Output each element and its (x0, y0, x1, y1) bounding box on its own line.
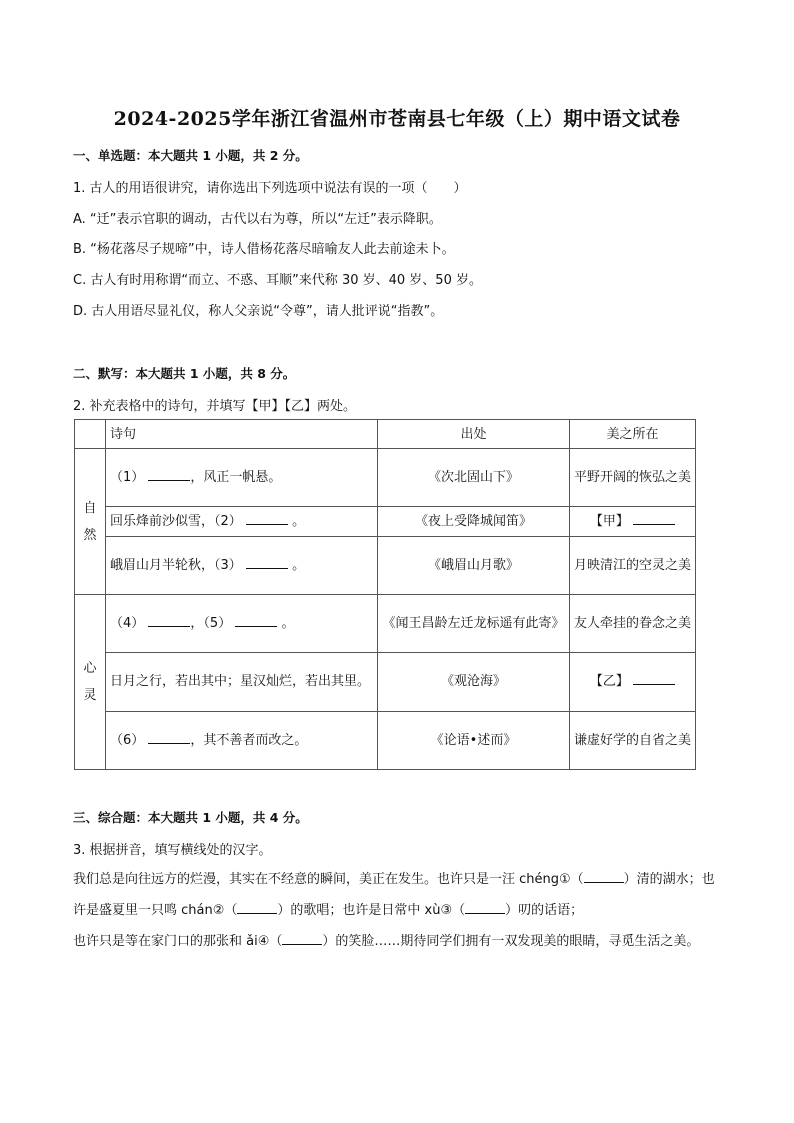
poem-line-text: ，其不善者而改之。 (190, 732, 308, 748)
blank-jia-label: 【甲】 (589, 514, 629, 530)
blank-pinyin-3[interactable] (465, 913, 505, 914)
table-row (75, 507, 696, 536)
poem-table (74, 419, 696, 770)
header-poem-line: 诗句 (106, 420, 378, 449)
blank-pinyin-1[interactable] (584, 882, 624, 883)
passage-text: 我们总是向往远方的烂漫，其实在不经意的瞬间，美正在发生。也许只是一汪 chéng①（ (73, 872, 584, 887)
poem-line-text: ，（5） (190, 616, 232, 632)
table-row (75, 536, 696, 594)
beauty-cell: 平野开阔的恢弘之美 (570, 449, 696, 507)
poem-line-text: （4） (110, 616, 145, 632)
category-nature: 自然 (75, 449, 106, 595)
beauty-cell: 友人牵挂的眷念之美 (570, 594, 696, 652)
beauty-cell: 谦虚好学的自省之美 (570, 711, 696, 769)
poem-line-cell (106, 536, 378, 594)
poem-line-text: 回乐烽前沙似雪，（2） (110, 514, 242, 530)
blank-6[interactable] (148, 743, 190, 744)
option-b[interactable]: B. “杨花落尽子规啼”中，诗人借杨花落尽暗喻友人此去前途未卜。 (73, 242, 455, 257)
question1-stem: 1. 古人的用语很讲究，请你选出下列选项中说法有误的一项（ ） (73, 181, 467, 196)
poem-line-text: 。 (281, 616, 295, 632)
passage-text: ）的笑脸……期待同学们拥有一双发现美的眼睛，寻觅生活之美。 (322, 934, 700, 949)
section3-heading: 三、综合题：本大题共 1 小题，共 4 分。 (73, 810, 308, 825)
poem-line-cell (106, 507, 378, 536)
source-cell: 《夜上受降城闻笛》 (378, 507, 570, 536)
section1-heading: 一、单选题：本大题共 1 小题，共 2 分。 (73, 148, 308, 163)
blank-yi[interactable] (633, 684, 675, 685)
option-c[interactable]: C. 古人有时用称谓“而立、不惑、耳顺”来代称 30 岁、40 岁、50 岁。 (73, 273, 482, 288)
table-row (75, 449, 696, 507)
source-cell: 《峨眉山月歌》 (378, 536, 570, 594)
section2-heading: 二、默写：本大题共 1 小题，共 8 分。 (73, 366, 296, 381)
blank-yi-label: 【乙】 (589, 674, 629, 690)
exam-title: 2024-2025学年浙江省温州市苍南县七年级（上）期中语文试卷 (113, 108, 681, 130)
beauty-cell (570, 653, 696, 711)
option-d[interactable]: D. 古人用语尽显礼仪，称人父亲说“令尊”，请人批评说“指教”。 (73, 304, 444, 319)
poem-line-text: ，风正一帆悬。 (190, 470, 282, 486)
source-cell: 《次北固山下》 (378, 449, 570, 507)
passage-text: ）的歌唱；也许是日常中 xù③（ (277, 903, 466, 918)
blank-jia[interactable] (633, 524, 675, 525)
passage-text: ）叨的话语； (505, 903, 584, 918)
pinyin-passage (73, 864, 723, 957)
option-a[interactable]: A. “迁”表示官职的调动，古代以右为尊，所以“左迁”表示降职。 (73, 212, 442, 227)
table-header-row (75, 420, 696, 449)
blank-3[interactable] (246, 568, 288, 569)
category-heart: 心灵 (75, 594, 106, 769)
table-row (75, 711, 696, 769)
blank-2[interactable] (246, 524, 288, 525)
poem-line-cell (106, 711, 378, 769)
beauty-cell: 月映清江的空灵之美 (570, 536, 696, 594)
question3-stem: 3. 根据拼音，填写横线处的汉字。 (73, 843, 272, 858)
source-cell: 《论语•述而》 (378, 711, 570, 769)
header-empty (75, 420, 106, 449)
source-cell: 《闻王昌龄左迁龙标遥有此寄》 (378, 594, 570, 652)
poem-line-cell (106, 594, 378, 652)
poem-line-text: 。 (292, 557, 306, 573)
blank-pinyin-2[interactable] (237, 913, 277, 914)
poem-line-text: （1） (110, 470, 145, 486)
poem-line-cell (106, 449, 378, 507)
blank-pinyin-4[interactable] (282, 944, 322, 945)
poem-line-text: 峨眉山月半轮秋，（3） (110, 557, 242, 573)
table-row (75, 594, 696, 652)
blank-1[interactable] (148, 480, 190, 481)
header-beauty: 美之所在 (570, 420, 696, 449)
passage-text: 也许只是等在家门口的那张和 ǎi④（ (73, 934, 283, 949)
poem-line-cell: 日月之行，若出其中；星汉灿烂，若出其里。 (106, 653, 378, 711)
blank-4[interactable] (148, 626, 190, 627)
poem-line-text: 。 (292, 514, 306, 530)
question2-stem: 2. 补充表格中的诗句，并填写【甲】【乙】两处。 (73, 399, 357, 414)
poem-line-text: （6） (110, 732, 145, 748)
table-row (75, 653, 696, 711)
beauty-cell (570, 507, 696, 536)
passage-text: ）清的湖水；也许是盛夏里一只鸣 chán②（ (73, 872, 715, 918)
blank-5[interactable] (235, 626, 277, 627)
source-cell: 《观沧海》 (378, 653, 570, 711)
header-source: 出处 (378, 420, 570, 449)
